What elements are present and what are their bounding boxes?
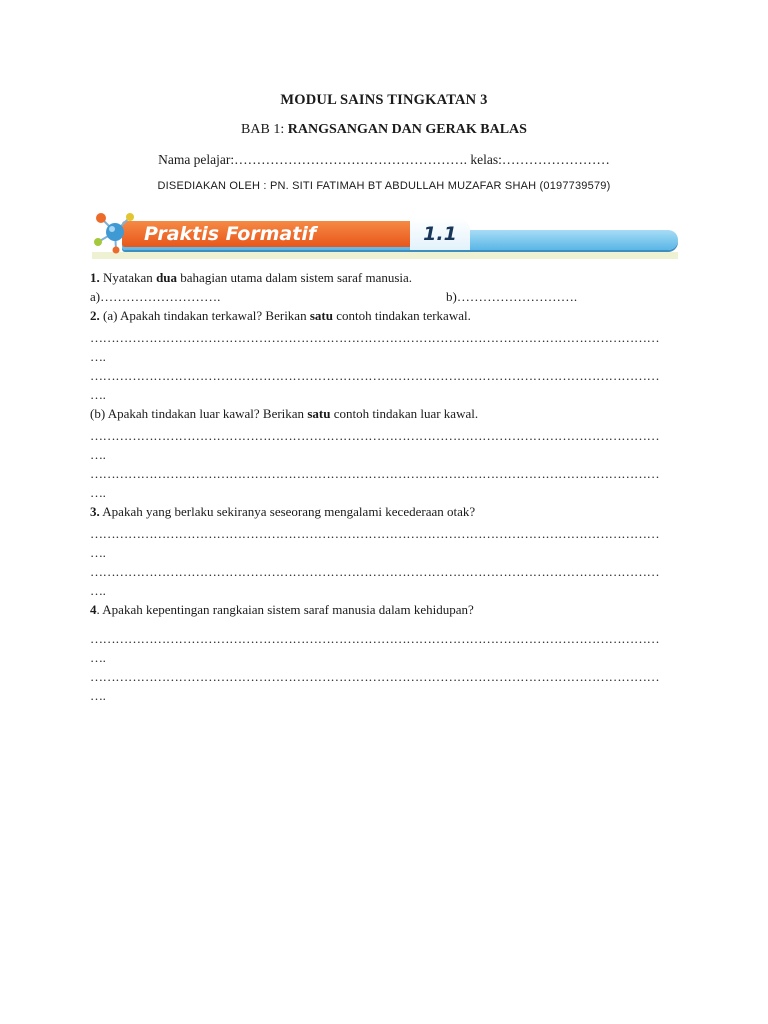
question-2b: (b) Apakah tindakan luar kawal? Berikan satu contoh tindakan luar kawal. bbox=[90, 406, 479, 421]
question-number: 3. bbox=[90, 504, 100, 519]
answer-line-end: …. bbox=[90, 485, 106, 500]
question-number: 4 bbox=[90, 602, 97, 617]
molecule-icon bbox=[92, 208, 138, 254]
answer-line-end: …. bbox=[90, 583, 106, 598]
banner-strip bbox=[92, 252, 678, 259]
banner-label: Praktis Formatif bbox=[144, 223, 317, 245]
answer-line-end: …. bbox=[90, 447, 106, 462]
answer-line-end: …. bbox=[90, 545, 106, 560]
question-3: 3. Apakah yang berlaku sekiranya seseorang mengalami kecederaan otak? bbox=[90, 504, 476, 519]
answer-line[interactable]: ……………………………………………………………………………………………………………………… bbox=[90, 330, 660, 345]
answer-line-end: …. bbox=[90, 349, 106, 364]
module-title: MODUL SAINS TINGKATAN 3 bbox=[280, 92, 488, 108]
student-name-line: Nama pelajar:……………………………………………. kelas:…………………… bbox=[158, 152, 610, 167]
question-1: 1. Nyatakan dua bahagian utama dalam sistem saraf manusia. bbox=[90, 270, 413, 285]
chapter-prefix: BAB 1: bbox=[241, 122, 288, 137]
praktis-formatif-banner bbox=[92, 208, 682, 260]
answer-row-1 bbox=[90, 287, 674, 306]
answer-line[interactable]: ……………………………………………………………………………………………………………………… bbox=[90, 564, 660, 579]
answer-line[interactable]: ……………………………………………………………………………………………………………………… bbox=[90, 466, 660, 481]
answer-line[interactable]: ……………………………………………………………………………………………………………………… bbox=[90, 428, 660, 443]
chapter-title: RANGSANGAN DAN GERAK BALAS bbox=[287, 122, 527, 137]
banner-number: 1.1 bbox=[423, 223, 457, 245]
answer-line-end: …. bbox=[90, 650, 106, 665]
answer-line[interactable]: ……………………………………………………………………………………………………………………… bbox=[90, 669, 660, 684]
answer-line[interactable]: ……………………………………………………………………………………………………………………… bbox=[90, 368, 660, 383]
answer-line[interactable]: ……………………………………………………………………………………………………………………… bbox=[90, 526, 660, 541]
answer-a-field[interactable]: a)………………………. bbox=[90, 289, 221, 304]
question-2a: 2. (a) Apakah tindakan terkawal? Berikan satu contoh tindakan terkawal. bbox=[90, 308, 471, 323]
question-4: 4. Apakah kepentingan rangkaian sistem saraf manusia dalam kehidupan? bbox=[90, 602, 474, 617]
prepared-by-line: DISEDIAKAN OLEH : PN. SITI FATIMAH BT ABDULLAH MUZAFAR SHAH (0197739579) bbox=[157, 180, 611, 192]
answer-line-end: …. bbox=[90, 688, 106, 703]
question-number: 2. bbox=[90, 308, 100, 323]
answer-line[interactable]: ……………………………………………………………………………………………………………………… bbox=[90, 631, 660, 646]
question-number: 1. bbox=[90, 270, 100, 285]
answer-line-end: …. bbox=[90, 387, 106, 402]
answer-b-field[interactable]: b)………………………. bbox=[446, 289, 578, 304]
chapter-heading bbox=[0, 122, 768, 138]
question-list bbox=[90, 268, 674, 705]
